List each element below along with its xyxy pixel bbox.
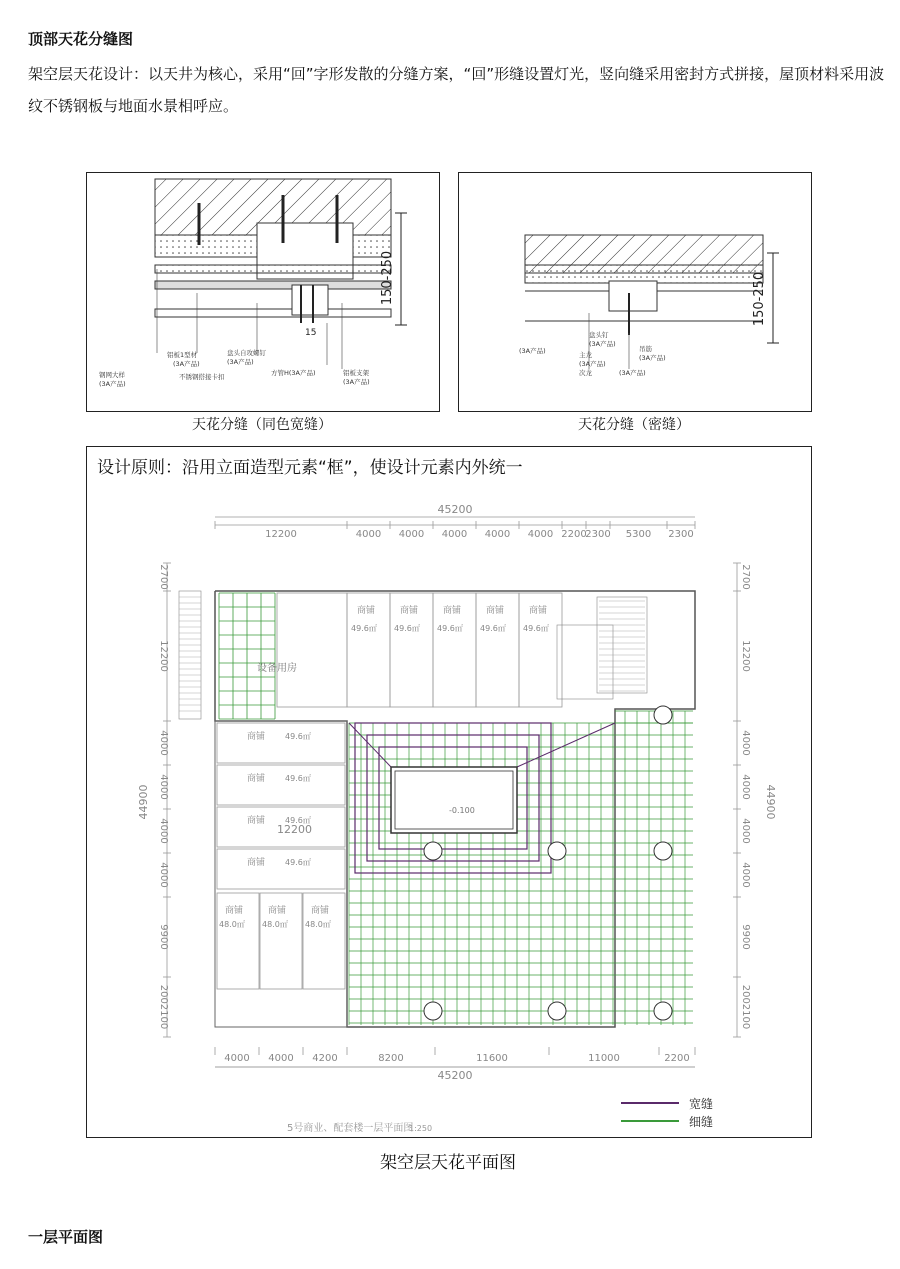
dim-label: 11600	[476, 1053, 508, 1064]
equip-room-label: 设备用房	[257, 663, 297, 674]
shop-label: 商铺	[268, 906, 287, 916]
svg-text:(3A产品): (3A产品)	[619, 369, 646, 377]
section-title: 顶部天花分缝图	[28, 30, 134, 48]
dim-label: 4000	[441, 529, 468, 540]
atrium-void	[391, 767, 517, 833]
dim-label: 4000	[740, 818, 751, 844]
svg-text:铝板支架: 铝板支架	[343, 369, 369, 377]
dim-label: 9900	[158, 924, 169, 950]
shop-area: 49.6㎡	[285, 858, 311, 867]
svg-text:(3A产品): (3A产品)	[173, 360, 200, 368]
dim-label: 4000	[158, 774, 169, 800]
detail-right-svg	[459, 173, 811, 411]
shop-cell	[217, 723, 345, 763]
shop-cell	[217, 765, 345, 805]
shop-area: 49.6㎡	[285, 774, 311, 783]
total-width-top: 45200	[437, 503, 473, 516]
dim-label: 4000	[158, 862, 169, 888]
detail-left-caption: 天花分缝（同色宽缝）	[192, 417, 332, 433]
shop-cell	[217, 849, 345, 889]
shop-label: 商铺	[529, 606, 548, 616]
detail-right-caption: 天花分缝（密缝）	[578, 417, 690, 433]
detail-drawing-wide-gap	[86, 172, 440, 412]
ceiling-light	[654, 842, 672, 860]
dim-label: 12200	[740, 640, 751, 672]
svg-text:(3A产品): (3A产品)	[639, 354, 666, 362]
svg-text:(3A产品): (3A产品)	[589, 340, 616, 348]
left-stair	[179, 591, 201, 719]
detail-left-dimension: 150-250	[380, 250, 395, 306]
dim-label: 11000	[588, 1053, 620, 1064]
dim-label: 4000	[398, 529, 425, 540]
dim-label: 4000	[158, 818, 169, 844]
plan-footer-scale: 1:250	[409, 1124, 433, 1133]
svg-text:铝板1型材: 铝板1型材	[167, 351, 198, 359]
svg-text:盘头钉: 盘头钉	[589, 331, 609, 339]
plan-footer-label: 5号商业、配套楼一层平面图	[287, 1123, 414, 1134]
svg-text:次龙: 次龙	[579, 369, 592, 377]
dim-label: 4000	[224, 1053, 250, 1064]
legend-wide-label: 宽缝	[689, 1097, 714, 1111]
dim-label: 12200	[265, 529, 297, 540]
shop-cell	[277, 593, 347, 707]
ceiling-light	[654, 1002, 672, 1020]
dim-label: 4000	[484, 529, 511, 540]
atrium-elevation: -0.100	[449, 806, 475, 815]
ceiling-plan-svg	[87, 447, 811, 1137]
total-height-left: 44900	[137, 784, 150, 820]
svg-text:方管H(3A产品): 方管H(3A产品)	[271, 369, 316, 377]
dim-label: 5300	[625, 529, 652, 540]
shop-label: 商铺	[400, 606, 419, 616]
dim-label: 2200	[561, 529, 587, 540]
svg-text:(3A产品): (3A产品)	[99, 380, 126, 388]
dim-label: 2002100	[740, 984, 751, 1030]
next-section-title: 一层平面图	[28, 1228, 104, 1246]
svg-text:(3A产品): (3A产品)	[579, 360, 606, 368]
detail-left-svg	[87, 173, 439, 411]
dim-label: 12200	[158, 640, 169, 672]
shop-area: 48.0㎡	[305, 920, 331, 929]
svg-text:盘头自攻螺钉: 盘头自攻螺钉	[227, 349, 266, 357]
svg-text:(3A产品): (3A产品)	[227, 358, 254, 366]
legend	[621, 1096, 713, 1129]
detail-left-dim-small: 15	[305, 328, 317, 338]
dim-label: 8200	[378, 1053, 404, 1064]
dim-label: 9900	[740, 924, 751, 950]
shop-label: 商铺	[225, 906, 244, 916]
ceiling-light	[548, 842, 566, 860]
total-height-right: 44900	[764, 784, 777, 820]
shop-area: 49.6㎡	[480, 624, 506, 633]
ceiling-plan-frame	[86, 446, 812, 1138]
dim-label: 2200	[664, 1053, 690, 1064]
design-principle: 设计原则：沿用立面造型元素“框”，使设计元素内外统一	[97, 458, 523, 478]
dim-label: 4000	[527, 529, 554, 540]
svg-text:吊筋: 吊筋	[639, 345, 652, 353]
dim-label: 2700	[158, 564, 169, 590]
shop-label: 商铺	[311, 906, 330, 916]
dim-label: 4000	[355, 529, 382, 540]
dim-label: 2002100	[158, 984, 169, 1030]
inner-dim-label: 12200	[277, 823, 312, 836]
svg-text:(3A产品): (3A产品)	[519, 347, 546, 355]
dim-label: 4000	[740, 730, 751, 756]
shop-area: 49.6㎡	[394, 624, 420, 633]
plan-caption: 架空层天花平面图	[380, 1153, 516, 1173]
svg-text:不锈钢搭接卡扣: 不锈钢搭接卡扣	[179, 373, 225, 381]
right-stair	[557, 597, 647, 699]
dim-label: 4200	[312, 1053, 338, 1064]
dim-label: 4000	[158, 730, 169, 756]
ceiling-light	[548, 1002, 566, 1020]
svg-text:钢网大样: 钢网大样	[99, 371, 125, 379]
shop-area: 48.0㎡	[219, 920, 245, 929]
shop-label: 商铺	[443, 606, 462, 616]
shop-area: 49.6㎡	[351, 624, 377, 633]
dim-label: 2700	[740, 564, 751, 590]
shop-label: 商铺	[247, 732, 266, 742]
shop-area: 49.6㎡	[285, 732, 311, 741]
dim-label: 4000	[268, 1053, 294, 1064]
shop-area: 49.6㎡	[285, 816, 311, 825]
detail-drawing-tight-gap	[458, 172, 812, 412]
description-paragraph: 架空层天花设计：以天井为核心，采用“回”字形发散的分缝方案，“回”形缝设置灯光，竖向缝采用密封方式拼接，屋顶材料采用波纹不锈钢板与地面水景相呼应。	[28, 65, 885, 115]
shop-label: 商铺	[247, 858, 266, 868]
shop-area: 49.6㎡	[437, 624, 463, 633]
dim-label: 2300	[585, 529, 611, 540]
ceiling-light	[654, 706, 672, 724]
ceiling-light	[424, 1002, 442, 1020]
shop-label: 商铺	[247, 816, 266, 826]
dim-label: 4000	[740, 862, 751, 888]
svg-text:(3A产品): (3A产品)	[343, 378, 370, 386]
ceiling-light	[424, 842, 442, 860]
dim-label: 4000	[740, 774, 751, 800]
shop-area: 48.0㎡	[262, 920, 288, 929]
shop-label: 商铺	[247, 774, 266, 784]
detail-right-dimension: 150-250	[752, 271, 767, 327]
dim-label: 2300	[668, 529, 694, 540]
shop-label: 商铺	[357, 606, 376, 616]
legend-fine-label: 细缝	[689, 1115, 714, 1129]
svg-text:主龙: 主龙	[579, 351, 592, 359]
shop-label: 商铺	[486, 606, 505, 616]
wide-seam-diagonal	[517, 723, 615, 767]
shop-area: 49.6㎡	[523, 624, 549, 633]
total-width-bottom: 45200	[437, 1069, 473, 1082]
